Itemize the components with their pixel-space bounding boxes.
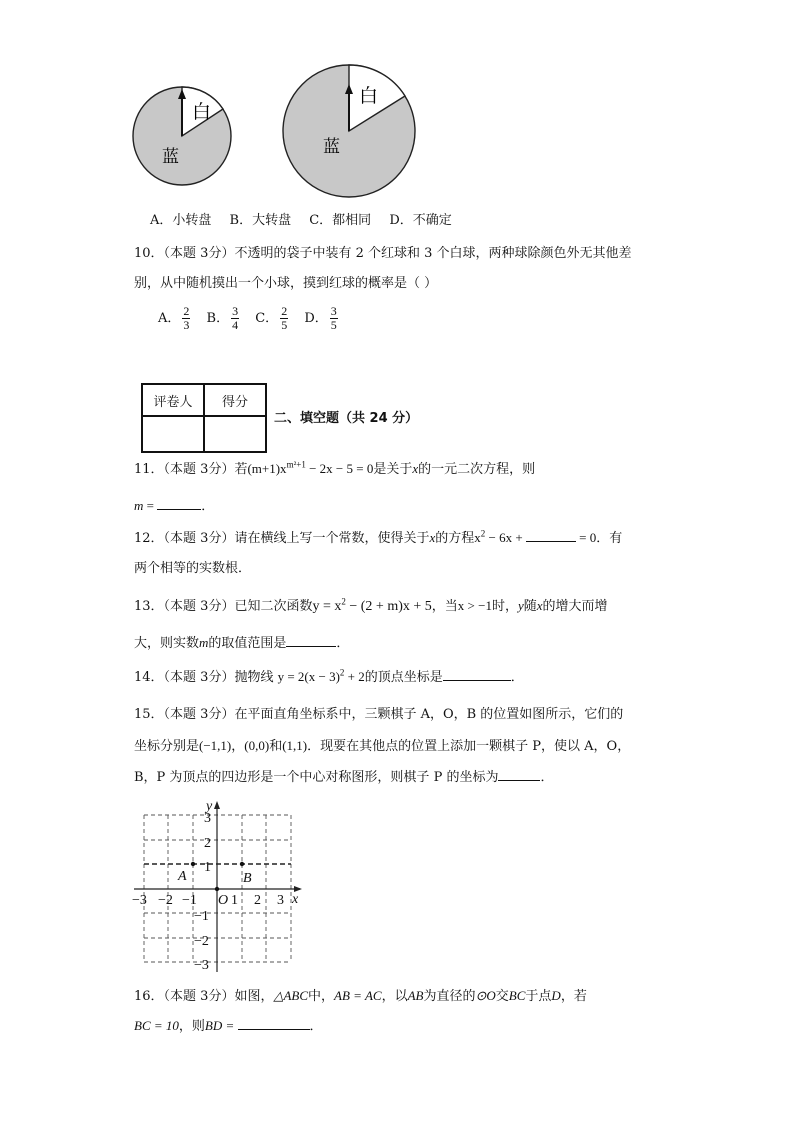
- large-spinner: [283, 65, 415, 197]
- q16-line1: 16．（本题 3分）如图，△ABC中，AB = AC，以AB为直径的⊙O交BC于点D，若: [134, 988, 587, 1004]
- x-tick-neg1: −1: [182, 893, 197, 908]
- q15-line2: 坐标分别是(−1,1)，(0,0)和(1,1)．现要在其他点的位置上添加一颗棋子 P，使以 A，O，: [134, 738, 631, 754]
- y-tick-neg3: −3: [194, 958, 209, 973]
- small-spinner-blue-label: 蓝: [162, 147, 179, 167]
- section2-title: 二、填空题（共 24 分）: [274, 411, 419, 426]
- spinner-figures: [125, 62, 425, 202]
- q13-equation: $y = x^2 - (2 + m)x + 5$: [312, 596, 432, 614]
- point-b-label: B: [243, 871, 252, 886]
- q12-line1: 12．（本题 3分）请在横线上写一个常数，使得关于x的方程$x^2 - 6x$ + = 0．有: [134, 528, 623, 546]
- score-table-score-header: 得分: [204, 384, 266, 416]
- origin-label: O: [218, 893, 229, 908]
- q13-line1: 13．（本题 3分）已知二次函数$y = x^2 - (2 + m)x + 5$，当x > −1时，y随x的增大而增: [134, 596, 608, 614]
- large-spinner-white-label: 白: [359, 85, 379, 107]
- x-tick-neg3: −3: [132, 893, 147, 908]
- q9-option-b[interactable]: B．大转盘: [229, 213, 292, 228]
- q10-option-b[interactable]: B． $\frac{3}{4}$: [206, 304, 239, 332]
- score-table-grader-header: 评卷人: [142, 384, 204, 416]
- point-o-dot: [215, 887, 219, 891]
- q14-line1: 14．（本题 3分）抛物线 $y = 2(x - 3)^2 + 2$的顶点坐标是 ．: [134, 667, 524, 685]
- q15-answer-blank[interactable]: [498, 768, 540, 781]
- point-b-dot: [240, 862, 244, 866]
- q10-line2: 别，从中随机摸出一个小球，摸到红球的概率是（ ）: [134, 276, 438, 291]
- x-tick-2: 2: [254, 893, 261, 908]
- x-tick-neg2: −2: [158, 893, 173, 908]
- y-axis-label: y: [206, 800, 213, 814]
- q15-line3: B，P 为顶点的四边形是一个中心对称图形，则棋子 P 的坐标为 ．: [134, 770, 554, 785]
- q9-option-c[interactable]: C．都相同: [309, 213, 372, 228]
- q10-option-a[interactable]: A． $\frac{2}{3}$: [158, 304, 190, 332]
- q10-options: [158, 304, 340, 334]
- q15-line1: 15．（本题 3分）在平面直角坐标系中，三颗棋子 A，O，B 的位置如图所示，它们的: [134, 707, 624, 722]
- small-spinner-white-label: 白: [192, 101, 212, 123]
- q13-answer-blank[interactable]: [286, 634, 336, 647]
- q10-option-c[interactable]: C． $\frac{2}{5}$: [255, 304, 288, 332]
- q11-line2: m = ．: [134, 498, 215, 514]
- q11-equation: $(m+1)x^{m^2+1} - 2x - 5 = 0$: [247, 459, 374, 476]
- q16-line2: BC = 10，则BD = ．: [134, 1018, 323, 1034]
- q12-answer-blank[interactable]: [526, 529, 576, 542]
- y-tick-2: 2: [204, 836, 211, 851]
- score-table-score-cell[interactable]: [204, 416, 266, 452]
- q9-options: [150, 212, 466, 230]
- q9-option-a[interactable]: A．小转盘: [150, 213, 212, 228]
- x-tick-1: 1: [231, 893, 238, 908]
- large-spinner-blue-label: 蓝: [323, 137, 340, 157]
- score-table: [141, 383, 267, 453]
- q12-line2: 两个相等的实数根．: [134, 561, 252, 576]
- q14-equation: $y = 2(x - 3)^2 + 2$: [277, 667, 365, 684]
- y-tick-neg1: −1: [194, 909, 209, 924]
- x-axis-label: x: [292, 892, 299, 907]
- q11-line1: 11．（本题 3分）若$(m+1)x^{m^2+1} - 2x - 5 = 0$是关于x的一元二次方程，则: [134, 459, 536, 477]
- score-table-grader-cell[interactable]: [142, 416, 204, 452]
- y-tick-3: 3: [204, 811, 211, 826]
- q10-option-d[interactable]: D． $\frac{3}{5}$: [304, 304, 337, 332]
- q16-answer-blank[interactable]: [238, 1017, 310, 1030]
- q11-answer-blank[interactable]: [157, 497, 201, 510]
- y-tick-neg2: −2: [194, 934, 209, 949]
- point-a-label: A: [178, 869, 187, 884]
- q13-line2: 大，则实数m的取值范围是 ．: [134, 635, 350, 651]
- x-tick-3: 3: [277, 893, 284, 908]
- q9-option-d[interactable]: D．不确定: [389, 213, 452, 228]
- small-spinner: [133, 87, 231, 185]
- y-tick-1: 1: [204, 860, 211, 875]
- point-a-dot: [191, 862, 195, 866]
- coordinate-grid: [130, 800, 310, 980]
- q14-answer-blank[interactable]: [443, 668, 511, 681]
- q10-line1: 10．（本题 3分）不透明的袋子中装有 2 个红球和 3 个白球，两种球除颜色外无其他差: [134, 246, 632, 261]
